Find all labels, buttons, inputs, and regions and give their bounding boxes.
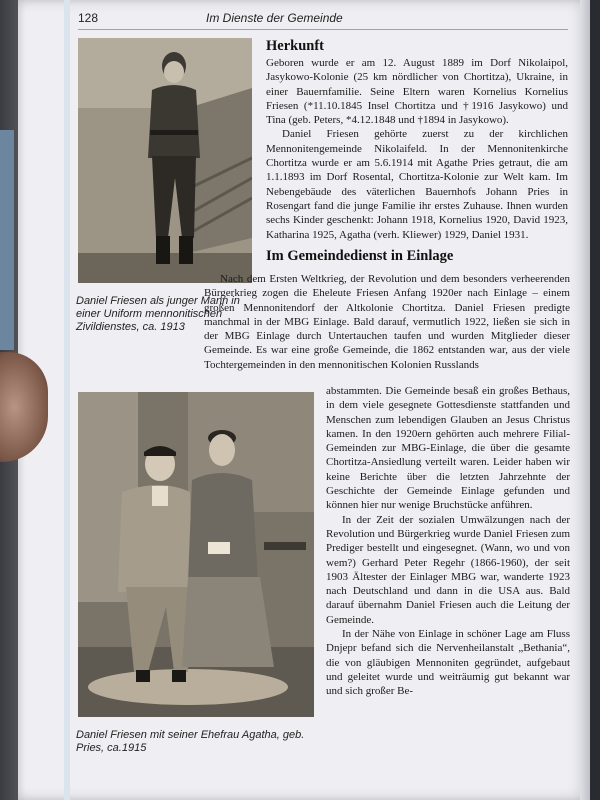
background-object <box>0 130 14 350</box>
heading-herkunft: Herkunft <box>266 38 324 54</box>
paragraph: Daniel Friesen gehörte zuerst zu der kirchlichen Mennonitengemeinde Nikolaifeld. In der Mennonitenkirche Chortitza wurde er am 5.6.1914 mit Agathe Pries getraut, die am 1.1.1893 im Dorf Rosental, Chortitza-Kolonie zur Welt kam. Im Nebengebäude des väterlichen Bauernhofs Johann Pries in Rosengart fand die junge Familie ihr erstes Zuhause. Ihnen wurden sechs Kinder geschenkt: Johann 1918, Kornelius 1920, David 1923, Katharina 1925, Agatha (verh. Kliewer) 1929, Daniel 1931. <box>266 128 568 241</box>
running-header <box>78 11 568 31</box>
photo-young-man-uniform <box>78 38 252 283</box>
gemeindedienst-wide-body <box>204 272 570 372</box>
running-title: Im Dienste der Gemeinde <box>206 11 343 25</box>
paragraph: Nach dem Ersten Weltkrieg, der Revolution und dem besonders verheerenden Bürgerkrieg zogen die Eheleute Friesen Anfang 1920er nach Einlage – einem großen Mennonitendorf der Altkolonie Chortitza. Daniel Friesen predigte manchmal in der MBG Einlage. Bald darauf, vermutlich 1922, ließen sie sich in der MBG Einlage durch Untertauchen taufen und wurden Mitglieder dieser Gemeinde. Es war eine große Gemeinde, die 1862 entstanden war, aus der viele Tochtergemeinden in den mennonitischen Kolonien Russlands <box>204 273 570 371</box>
gemeindedienst-narrow-body <box>326 384 570 699</box>
heading-gemeindedienst: Im Gemeindedienst in Einlage <box>266 248 454 264</box>
margin-bar <box>64 0 70 800</box>
page-edge <box>580 0 590 800</box>
photo1-caption: Daniel Friesen als junger Mann in einer Uniform mennonitischen Zivildienstes, ca. 1913 <box>76 295 240 333</box>
paragraph: In der Zeit der sozialen Umwälzungen nach der Revolution und Bürgerkrieg wurde Daniel Friesen zum Prediger bestellt und eingesegnet. (Wann, wo und von wem?) Gerhard Peter Regehr (1866-1960), der seit 1903 Ältester der Einlager MBG war, wanderte 1923 nach Deutschland und dann in die USA aus. Bald darauf übernahm Daniel Friesen auch die Leitung der Gemeinde. <box>326 513 570 626</box>
herkunft-body <box>266 56 568 242</box>
paragraph: In der Nähe von Einlage in schöner Lage am Fluss Dnjepr befand sich die Nervenheilanstalt „Bethania“, die von gläubigen Mennoniten gegründet, aufgebaut und geleitet wurde und weiträumig gut bekannt war und sich großer Be- <box>326 628 570 698</box>
header-rule <box>78 29 568 30</box>
paragraph: Geboren wurde er am 12. August 1889 im Dorf Nikolaipol, Jasykowo-Kolonie (25 km nördlicher von Chortitza), Ukraine, in einer Bauernfamilie. Seine Eltern waren Kornelius Kornelius Friesen (*11.10.1845 Insel Chortitza und †1916 Jasykowo) und Tina (geb. Peters, *4.12.1848 und †1894 in Jasykowo). <box>266 57 568 127</box>
photo-couple <box>78 392 314 717</box>
photo2-caption: Daniel Friesen mit seiner Ehefrau Agatha, geb. Pries, ca.1915 <box>76 729 305 754</box>
page-number: 128 <box>78 11 99 25</box>
paragraph: abstammten. Die Gemeinde besaß ein großes Bethaus, in dem viele gesegnete Gottesdienste stattfanden und Menschen zum lebendigen Glauben an Jesus Christus kamen. In den 1920ern gehörten auch mehrere Filial-Gemeinden zur MBG-Einlage, die über die gesamte Chortitza-Ansiedlung verteilt waren. Leider haben wir keine Berichte über die letzten Jahrzehnte der Geschichte der Gemeinde Einlage gefunden und können hier nur wenige Bruchstücke anführen. <box>326 385 570 512</box>
